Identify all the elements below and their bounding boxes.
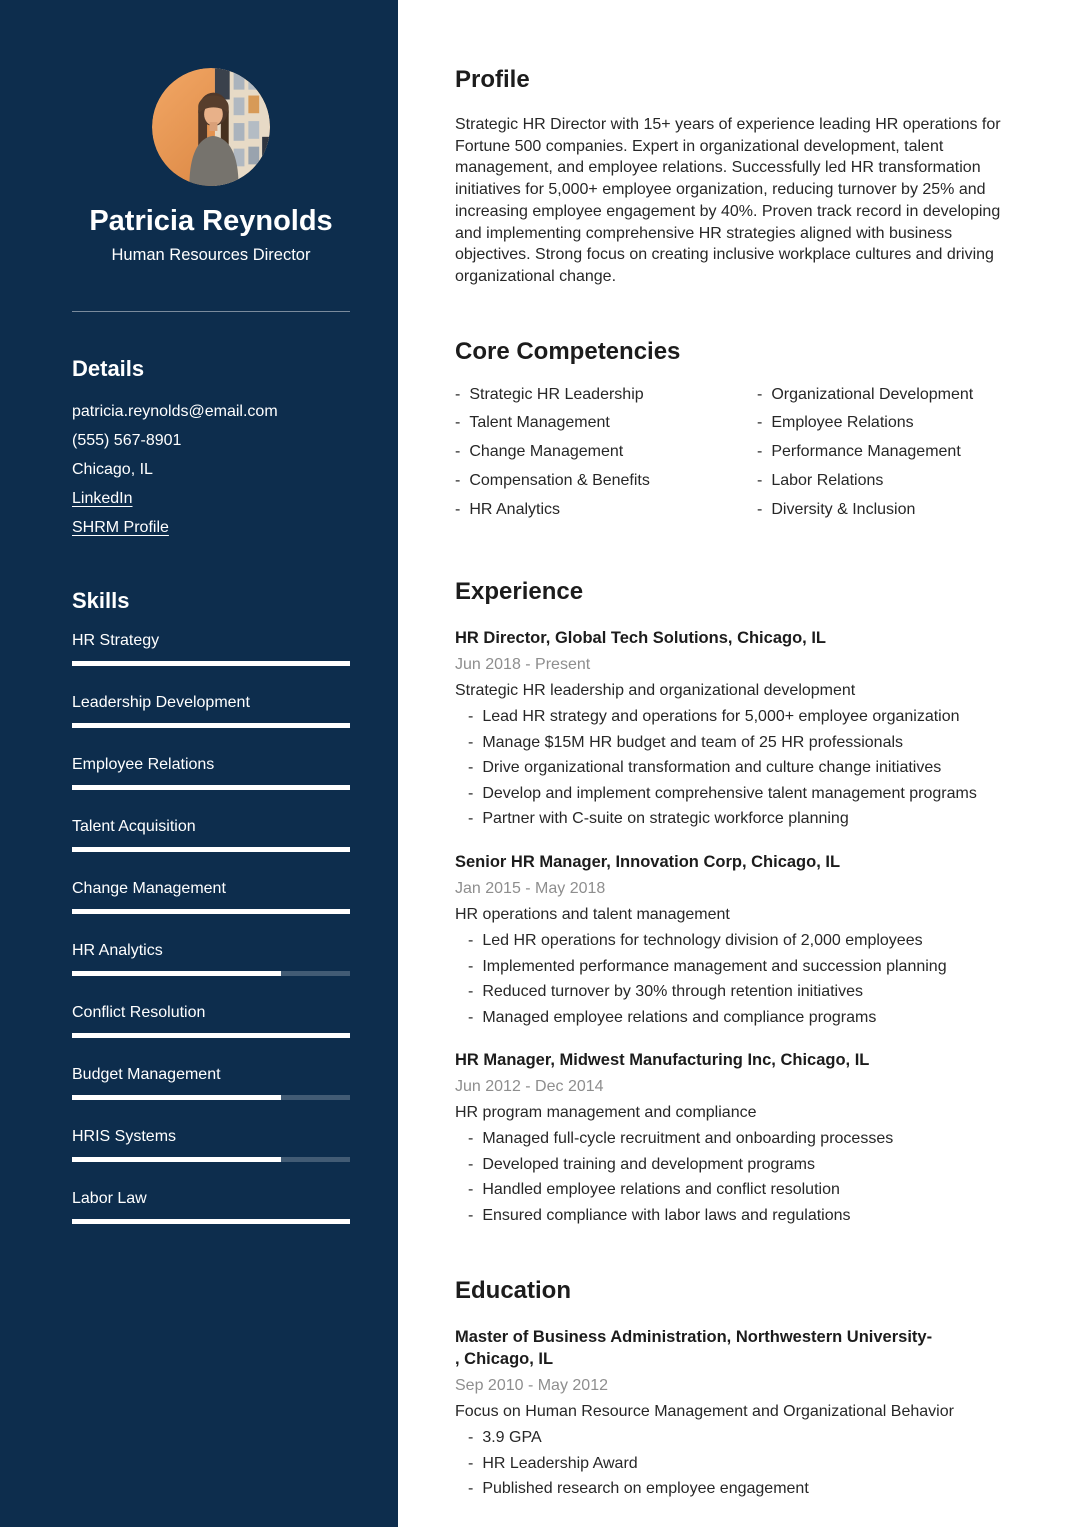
dash-marker: - [455, 471, 461, 489]
skill-bar-track [72, 1157, 350, 1162]
skill-bar-fill [72, 1157, 281, 1162]
job-bullet-text: Manage $15M HR budget and team of 25 HR professionals [482, 733, 904, 751]
dash-marker: - [468, 983, 474, 1001]
skill-label: HRIS Systems [72, 1128, 177, 1146]
dash-marker: - [757, 414, 763, 432]
sidebar-divider [72, 311, 350, 312]
competency-item [757, 470, 1008, 492]
job-bullet [455, 1205, 1008, 1227]
experience-heading: Experience [455, 577, 584, 605]
job-bullet-text: Managed full-cycle recruitment and onboarding processes [482, 1130, 894, 1148]
job-bullets [455, 1128, 1008, 1226]
skill-bar-track [72, 1033, 350, 1038]
person-title: Human Resources Director [111, 246, 311, 265]
job-bullet-text: Reduced turnover by 30% through retention initiatives [482, 983, 863, 1001]
job-bullet [455, 1007, 1008, 1029]
skill-bar-track [72, 1095, 350, 1100]
dash-marker: - [468, 784, 474, 802]
dash-marker: - [455, 385, 461, 403]
job-bullets [455, 706, 1008, 830]
skill-bar-fill [72, 1219, 350, 1224]
job-title: HR Manager, Midwest Manufacturing Inc, Chicago, IL [455, 1051, 870, 1070]
competency-label: Labor Relations [771, 471, 884, 489]
job-dates: Jun 2012 - Dec 2014 [455, 1078, 604, 1096]
skill-label: Employee Relations [72, 756, 215, 774]
education-summary: Focus on Human Resource Management and Organizational Behavior [455, 1403, 954, 1421]
experience-entry [455, 1049, 1008, 1226]
skill-item [72, 816, 350, 852]
dash-marker: - [468, 1008, 474, 1026]
skill-bar-fill [72, 1033, 350, 1038]
education-bullet-text: HR Leadership Award [482, 1454, 638, 1472]
dash-marker: - [468, 1155, 474, 1173]
skill-label: Conflict Resolution [72, 1004, 206, 1022]
profile-heading: Profile [455, 66, 530, 93]
skill-item [72, 878, 350, 914]
job-bullet-text: Drive organizational transformation and culture change initiatives [482, 759, 942, 777]
skill-item [72, 630, 350, 666]
job-dates: Jan 2015 - May 2018 [455, 880, 606, 898]
competencies-column-2 [757, 384, 1008, 528]
education-dates: Sep 2010 - May 2012 [455, 1377, 608, 1395]
job-bullet [455, 808, 1008, 830]
dash-marker: - [468, 1480, 474, 1498]
profile-link[interactable]: SHRM Profile [72, 518, 169, 536]
dash-marker: - [757, 443, 763, 461]
details-heading: Details [72, 356, 145, 382]
skill-bar-fill [72, 785, 350, 790]
skills-section [72, 588, 350, 1224]
skill-bar-track [72, 909, 350, 914]
dash-marker: - [468, 1206, 474, 1224]
profile-photo-image [152, 68, 270, 186]
sidebar [0, 0, 398, 1527]
job-bullet [455, 930, 1008, 952]
skill-bar-track [72, 723, 350, 728]
competency-label: Performance Management [771, 443, 961, 461]
job-bullet-text: Handled employee relations and conflict resolution [482, 1181, 840, 1199]
job-bullet-text: Managed employee relations and compliance programs [482, 1008, 877, 1026]
competency-label: Employee Relations [771, 414, 914, 432]
education-entry [455, 1326, 1008, 1500]
job-summary: HR program management and compliance [455, 1104, 757, 1122]
skill-label: Talent Acquisition [72, 818, 196, 836]
skill-bar-fill [72, 723, 350, 728]
dash-marker: - [468, 1181, 474, 1199]
dash-marker: - [455, 443, 461, 461]
education-bullet [455, 1453, 1008, 1475]
competencies-heading: Core Competencies [455, 337, 681, 365]
job-summary: Strategic HR leadership and organizational development [455, 682, 856, 700]
dash-marker: - [455, 414, 461, 432]
skill-item [72, 692, 350, 728]
job-bullet [455, 956, 1008, 978]
person-name: Patricia Reynolds [89, 205, 333, 237]
skill-bar-fill [72, 661, 350, 666]
location-text: Chicago, IL [72, 460, 153, 478]
job-bullet [455, 1128, 1008, 1150]
skill-bar-track [72, 785, 350, 790]
skill-label: Leadership Development [72, 694, 250, 712]
dash-marker: - [468, 957, 474, 975]
competency-label: Diversity & Inclusion [771, 500, 916, 518]
competencies-section [455, 338, 1008, 528]
experience-entry [455, 851, 1008, 1028]
job-bullet-text: Implemented performance management and succession planning [482, 957, 947, 975]
competency-item [455, 470, 757, 492]
competency-label: Talent Management [469, 414, 610, 432]
skill-item [72, 1002, 350, 1038]
skill-bar-fill [72, 847, 350, 852]
dash-marker: - [468, 1429, 474, 1447]
competency-item [757, 441, 1008, 463]
job-bullet [455, 757, 1008, 779]
experience-section [455, 578, 1008, 1227]
competency-item [455, 384, 757, 406]
job-bullet-text: Lead HR strategy and operations for 5,000+ employee organization [482, 708, 960, 726]
dash-marker: - [757, 385, 763, 403]
job-bullet-text: Led HR operations for technology division of 2,000 employees [482, 932, 923, 950]
skill-item [72, 1188, 350, 1224]
skill-bar-fill [72, 1095, 281, 1100]
dash-marker: - [468, 759, 474, 777]
skill-label: Change Management [72, 880, 226, 898]
competency-item [455, 441, 757, 463]
skill-bar-track [72, 1219, 350, 1224]
skill-label: HR Analytics [72, 942, 163, 960]
skill-item [72, 1064, 350, 1100]
skill-bar-fill [72, 909, 350, 914]
education-bullet-text: Published research on employee engagement [482, 1480, 809, 1498]
dash-marker: - [468, 810, 474, 828]
education-heading: Education [455, 1276, 572, 1304]
dash-marker: - [468, 733, 474, 751]
competencies-column-1 [455, 384, 757, 528]
competency-label: HR Analytics [469, 500, 561, 518]
competency-item [757, 499, 1008, 521]
education-bullets [455, 1427, 1008, 1500]
job-bullet [455, 706, 1008, 728]
email-text: patricia.reynolds@email.com [72, 402, 278, 420]
skill-label: Labor Law [72, 1190, 147, 1208]
job-bullet-text: Developed training and development programs [482, 1155, 815, 1173]
skill-bar-track [72, 847, 350, 852]
profile-photo [152, 68, 270, 186]
job-bullet [455, 1154, 1008, 1176]
job-bullet-text: Develop and implement comprehensive talent management programs [482, 784, 977, 802]
job-bullet [455, 732, 1008, 754]
education-bullet-text: 3.9 GPA [482, 1429, 542, 1447]
education-degree-line1: Master of Business Administration, Northwestern University- [455, 1328, 933, 1347]
education-degree-line2: , Chicago, IL [455, 1350, 554, 1369]
education-section [455, 1277, 1008, 1501]
competency-label: Change Management [469, 443, 624, 461]
competency-item [455, 499, 757, 521]
competency-label: Compensation & Benefits [469, 471, 650, 489]
skill-label: HR Strategy [72, 632, 160, 650]
details-section [72, 356, 350, 541]
skill-label: Budget Management [72, 1066, 221, 1084]
competency-item [757, 384, 1008, 406]
dash-marker: - [468, 932, 474, 950]
profile-section [455, 66, 1008, 288]
job-summary: HR operations and talent management [455, 906, 730, 924]
profile-link[interactable]: LinkedIn [72, 489, 133, 507]
job-bullets [455, 930, 1008, 1028]
main-content [398, 0, 1080, 1527]
dash-marker: - [468, 1130, 474, 1148]
job-bullet [455, 783, 1008, 805]
phone-text: (555) 567-8901 [72, 431, 182, 449]
education-bullet [455, 1427, 1008, 1449]
skill-item [72, 1126, 350, 1162]
skill-bar-track [72, 661, 350, 666]
job-title: HR Director, Global Tech Solutions, Chicago, IL [455, 629, 826, 648]
profile-text: Strategic HR Director with 15+ years of experience leading HR operations for Fortune 500 companies. Expert in organizational development, talent management, and employee relations. Successfully led HR transformation initiatives for 5,000+ employee organization, reducing turnover by 25% and increasing employee engagement by 40%. Proven track record in developing and implementing comprehensive HR strategies aligned with business objectives. Strong focus on creating inclusive workplace cultures and driving organizational change. [455, 115, 1001, 286]
dash-marker: - [757, 500, 763, 518]
skill-item [72, 754, 350, 790]
job-bullet [455, 981, 1008, 1003]
dash-marker: - [468, 708, 474, 726]
competency-item [455, 412, 757, 434]
job-dates: Jun 2018 - Present [455, 656, 591, 674]
skills-heading: Skills [72, 587, 130, 613]
job-bullet [455, 1179, 1008, 1201]
job-bullet-text: Ensured compliance with labor laws and regulations [482, 1206, 851, 1224]
job-bullet-text: Partner with C-suite on strategic workforce planning [482, 810, 849, 828]
education-bullet [455, 1478, 1008, 1500]
dash-marker: - [468, 1454, 474, 1472]
dash-marker: - [455, 500, 461, 518]
dash-marker: - [757, 471, 763, 489]
skill-item [72, 940, 350, 976]
competency-label: Strategic HR Leadership [469, 385, 644, 403]
job-title: Senior HR Manager, Innovation Corp, Chicago, IL [455, 853, 841, 872]
skill-bar-track [72, 971, 350, 976]
skill-bar-fill [72, 971, 281, 976]
competency-item [757, 412, 1008, 434]
competency-label: Organizational Development [771, 385, 974, 403]
experience-entry [455, 627, 1008, 830]
